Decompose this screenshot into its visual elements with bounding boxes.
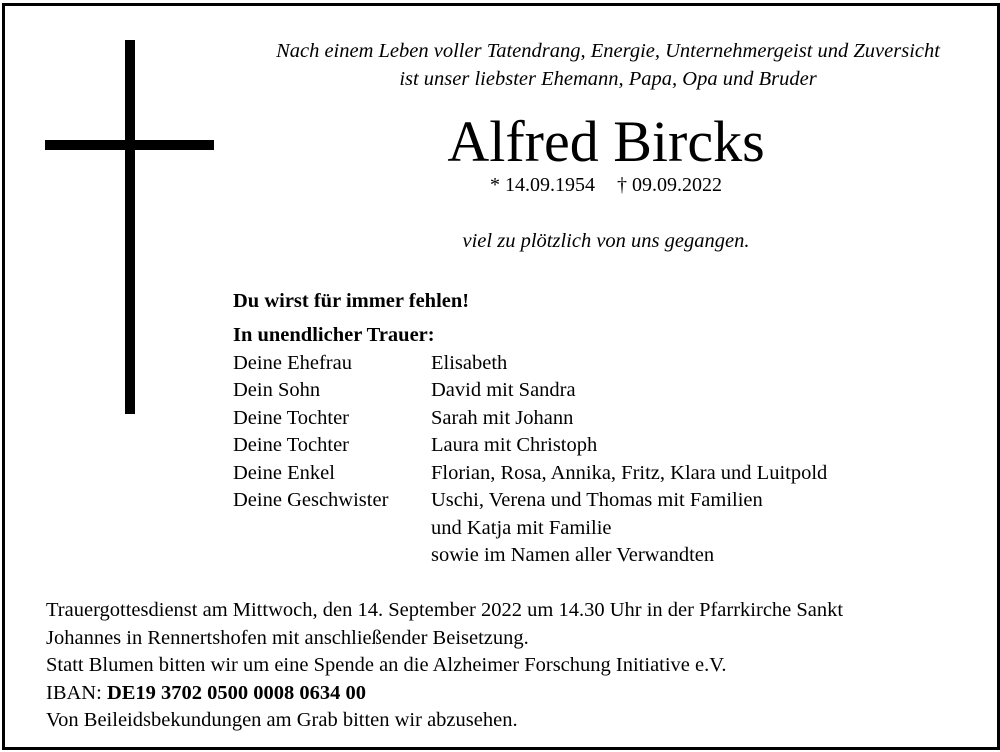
mourner-row xyxy=(233,487,827,515)
mourner-relation: Dein Sohn xyxy=(233,379,321,401)
deceased-name: Alfred Bircks xyxy=(447,109,765,174)
mourner-names: Sarah mit Johann xyxy=(431,406,574,429)
intro-line-1: Nach einem Leben voller Tatendrang, Energie, Unternehmergeist und Zuversicht xyxy=(276,40,940,62)
mourner-row xyxy=(233,460,827,488)
mourner-relation: Deine Tochter xyxy=(233,406,350,429)
mourner-names: Florian, Rosa, Annika, Fritz, Klara und Luitpold xyxy=(431,461,828,484)
mourner-row xyxy=(233,542,827,570)
cross-horizontal-bar xyxy=(45,140,214,150)
mourner-relation: Deine Enkel xyxy=(233,461,335,484)
mourner-row xyxy=(233,350,827,378)
mourner-names: Uschi, Verena und Thomas mit Familien xyxy=(431,489,763,511)
mourner-relation: Deine Tochter xyxy=(233,434,350,456)
service-line-2: Johannes in Rennertshofen mit anschließender Beisetzung. xyxy=(46,626,529,649)
iban-line xyxy=(46,680,986,708)
mourners-list xyxy=(233,322,827,570)
tagline: viel zu plötzlich von uns gegangen. xyxy=(462,230,750,252)
condolence-note: Von Beileidsbekundungen am Grab bitten wir abzusehen. xyxy=(46,709,518,731)
mourner-relation: Deine Geschwister xyxy=(233,489,389,511)
mourner-row xyxy=(233,515,827,543)
mourner-names: und Katja mit Familie xyxy=(431,516,612,539)
iban-number: DE19 3702 0500 0008 0634 00 xyxy=(106,681,367,704)
mourner-row xyxy=(233,377,827,405)
mourner-row xyxy=(233,432,827,460)
cross-vertical-bar xyxy=(125,40,135,414)
intro-text xyxy=(225,37,991,93)
mourner-relation xyxy=(233,542,431,570)
iban-label: IBAN: xyxy=(46,681,107,704)
donation-line: Statt Blumen bitten wir um eine Spende an die Alzheimer Forschung Initiative e.V. xyxy=(46,654,727,676)
mourner-row xyxy=(233,405,827,433)
mourner-names: Elisabeth xyxy=(431,351,508,374)
birth-date: * 14.09.1954 xyxy=(490,174,595,196)
mourner-names: David mit Sandra xyxy=(431,379,576,401)
death-date: † 09.09.2022 xyxy=(617,174,722,196)
service-line-1: Trauergottesdienst am Mittwoch, den 14. September 2022 um 14.30 Uhr in der Pfarrkirche Sankt xyxy=(46,599,844,621)
intro-line-2: ist unser liebster Ehemann, Papa, Opa und Bruder xyxy=(399,68,817,90)
farewell-line: Du wirst für immer fehlen! xyxy=(233,290,470,312)
life-dates xyxy=(300,172,912,198)
mourner-relation xyxy=(233,515,431,543)
mourner-names: sowie im Namen aller Verwandten xyxy=(431,544,715,566)
mourner-names: Laura mit Christoph xyxy=(431,434,598,456)
mourners-heading: In unendlicher Trauer: xyxy=(233,324,435,346)
mourner-relation: Deine Ehefrau xyxy=(233,351,352,374)
service-info xyxy=(46,597,986,735)
